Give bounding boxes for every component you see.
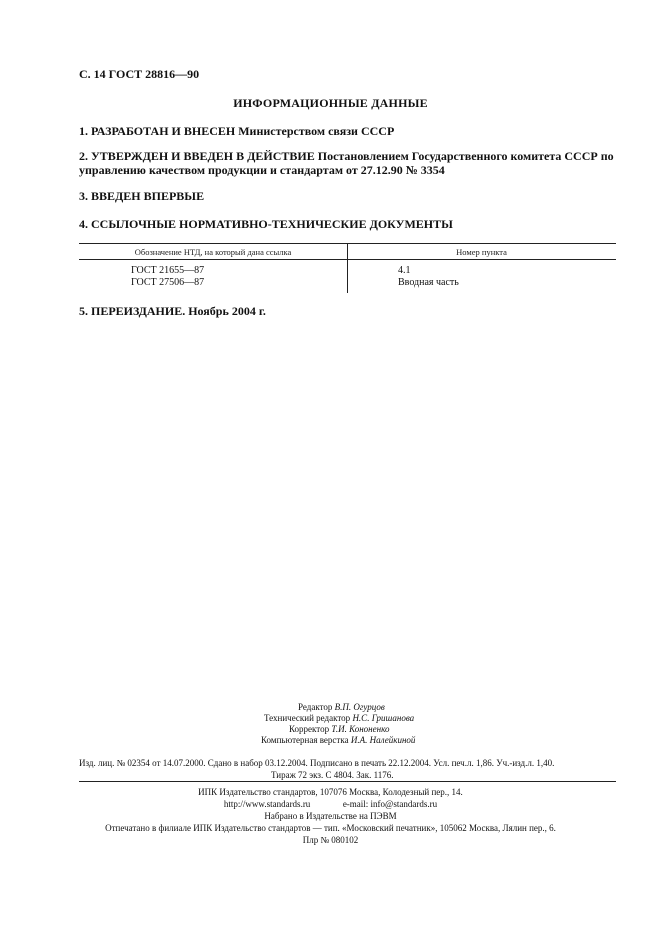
section-title: ИНФОРМАЦИОННЫЕ ДАННЫЕ — [233, 96, 428, 110]
item-number: 3. — [79, 189, 88, 203]
credit-name: И.А. Налейкиной — [350, 735, 416, 745]
item-number: 2. — [79, 149, 88, 163]
table-header-clause: Номер пункта — [456, 247, 507, 257]
item-number: 5. — [79, 304, 88, 318]
publisher-email: e-mail: info@standards.ru — [342, 799, 438, 809]
imprint-block — [79, 757, 619, 781]
item-text: Министерством связи СССР — [238, 124, 395, 138]
info-item-5 — [79, 304, 619, 318]
publisher-license: Плр № 080102 — [302, 835, 359, 845]
item-number: 1. — [79, 124, 88, 138]
credit-role: Корректор — [289, 724, 330, 734]
credit-name: Н.С. Гришанова — [352, 713, 415, 723]
publisher-block — [0, 786, 661, 846]
table-cell-document: ГОСТ 21655—87 — [131, 265, 205, 276]
credit-role: Редактор — [298, 702, 333, 712]
item-text: Постановлением Государственного комитета СССР по управлению качеством продукции и стандартам от 27.12.90 № 3354 — [79, 149, 614, 177]
credit-role: Компьютерная верстка — [261, 735, 349, 745]
item-heading: ССЫЛОЧНЫЕ НОРМАТИВНО-ТЕХНИЧЕСКИЕ ДОКУМЕНТЫ — [91, 217, 453, 231]
publisher-printed: Отпечатано в филиале ИПК Издательство стандартов — тип. «Московский печатник», 105062 Москва, Лялин пер., 6. — [105, 823, 556, 833]
table-cell-document: ГОСТ 27506—87 — [131, 277, 205, 288]
item-heading: РАЗРАБОТАН И ВНЕСЕН — [91, 124, 236, 138]
item-heading: ПЕРЕИЗДАНИЕ. — [91, 304, 186, 318]
item-text: Ноябрь 2004 г. — [188, 304, 266, 318]
imprint-line: Изд. лиц. № 02354 от 14.07.2000. Сдано в набор 03.12.2004. Подписано в печать 22.12.2004. Усл. печ.л. 1,86. Уч.-изд.л. 1,40. — [79, 758, 555, 768]
table-cell-clause: Вводная часть — [398, 277, 459, 288]
publisher-contacts — [0, 798, 661, 810]
info-item-1 — [79, 124, 619, 138]
info-item-2 — [79, 149, 619, 177]
item-heading: УТВЕРЖДЕН И ВВЕДЕН В ДЕЙСТВИЕ — [91, 149, 315, 163]
publisher-address: ИПК Издательство стандартов, 107076 Москва, Колодезный пер., 14. — [198, 787, 463, 797]
credit-name: В.П. Огурцов — [334, 702, 385, 712]
credit-name: Т.И. Кононенко — [331, 724, 390, 734]
item-number: 4. — [79, 217, 88, 231]
publisher-website: http://www.standards.ru — [223, 799, 311, 809]
credit-layout — [261, 734, 415, 746]
page-header: С. 14 ГОСТ 28816—90 — [79, 67, 200, 81]
info-item-4 — [79, 217, 619, 231]
imprint-line: Тираж 72 экз. С 4804. Зак. 1176. — [271, 770, 394, 780]
publisher-typeset: Набрано в Издательстве на ПЭВМ — [264, 811, 397, 821]
credit-role: Технический редактор — [264, 713, 351, 723]
item-heading: ВВЕДЕН ВПЕРВЫЕ — [91, 189, 205, 203]
divider — [79, 781, 616, 782]
info-item-3 — [79, 189, 619, 203]
table-cell-clause: 4.1 — [398, 265, 411, 276]
table-header-document: Обозначение НТД, на который дана ссылка — [134, 247, 292, 257]
